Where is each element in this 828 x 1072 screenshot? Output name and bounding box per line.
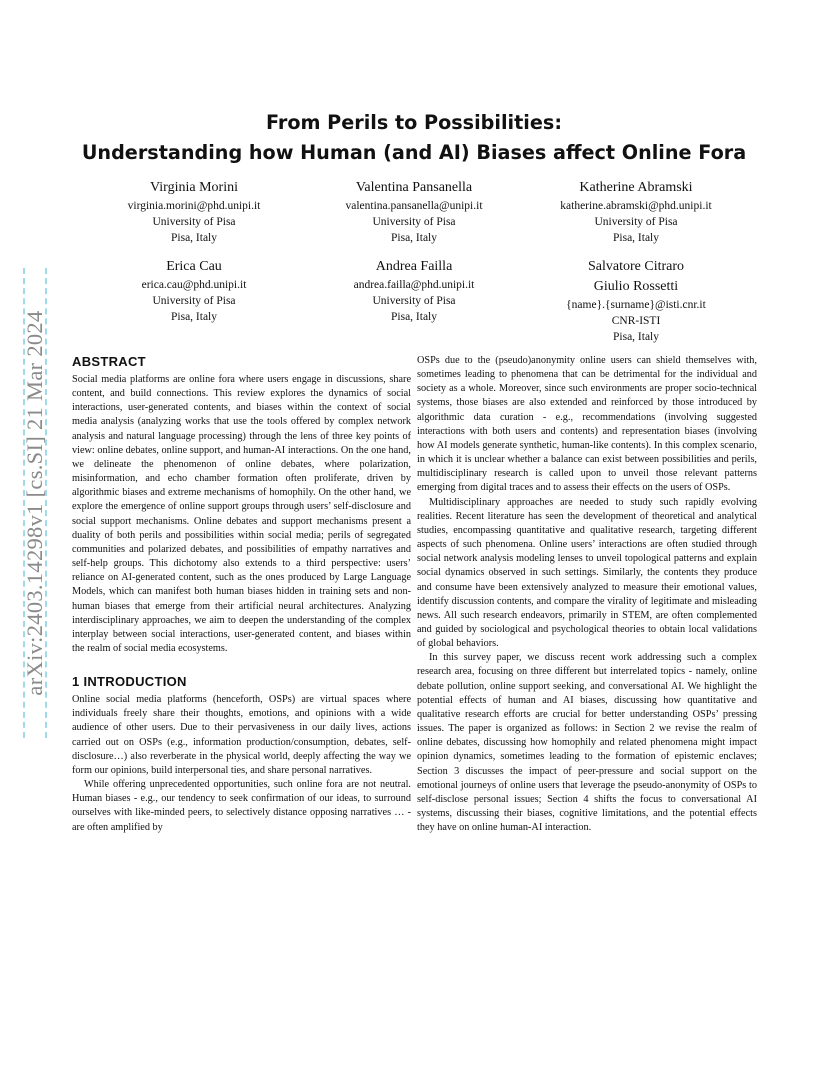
author-email: katherine.abramski@phd.unipi.it bbox=[560, 200, 712, 212]
abstract-heading: ABSTRACT bbox=[72, 354, 146, 369]
author-email: {name}.{surname}@isti.cnr.it bbox=[566, 299, 706, 311]
body-paragraph: In this survey paper, we discuss recent work addressing such a complex research area, focusing on three different but interrelated topics - namely, online debate pollution, online support seeking, and conversational AI. We highlight the potential effects of human and AI biases, discussing how quantitative and qualitative research efforts are crucial for better understanding OSPs’ pressing issues. The paper is organized as follows: in Section 2 we revise the realm of online debates, discussing how homophily and related phenomena might impact opinion dynamics, sometimes leading to the formation of epistemic enclaves; Section 3 discusses the impact of peer-pressure and social support on the emotional journeys of online users that leverage the pseudo-anonymity of OSPs to self-disclose personal issues; Section 4 shifts the focus to conversational AI systems, discussing their biases, cognitive limitations, and the potential effects they have on online human-AI interaction. bbox=[417, 652, 757, 834]
author-name: Virginia Morini bbox=[150, 180, 238, 195]
author-name: Valentina Pansanella bbox=[355, 180, 473, 195]
author-location: Pisa, Italy bbox=[391, 232, 437, 244]
abstract-text: Social media platforms are online fora where users engage in discussions, share content, and build connections. This review explores the dynamics of social interactions, user-generated contents, and biases within the context of social media analysis (analyzing works that use the tools offered by complex network analysis and natural language processing) through the lens of three key points of view: online debates, online support, and human-AI interactions. On the one hand, we delineate the phenomenon of online debates, where polarization, misinformation, and echo chamber formation often proliferate, driven by algorithmic biases and extreme mechanisms of homophily. On the other hand, we explore the emergence of online support groups through users’ self-disclosure and social support mechanisms. Online debates and support mechanisms present a duality of both perils and possibilities within social media; perils of segregated communities and polarized debates, and possibilities of empathy narratives and self-help groups. This dichotomy also extends to a third perspective: users’ reliance on AI-generated content, such as the ones produced by Large Language Models, which can manifest both human biases hidden in training sets and non-human biases that emerge from their artificial neural architectures. Analyzing interdisciplinary approaches, we aim to deepen the understanding of the complex interplay between social interactions, user-generated content, and biases within the realm of social media ecosystems. bbox=[72, 374, 411, 654]
author-location: Pisa, Italy bbox=[171, 232, 217, 244]
author-block bbox=[506, 257, 766, 345]
title-line-2: Understanding how Human (and AI) Biases affect Online Fora bbox=[81, 141, 747, 164]
author-affiliation: University of Pisa bbox=[152, 216, 236, 228]
author-block bbox=[506, 178, 766, 246]
arxiv-id: arXiv:2403.14298v1 [cs.SI] 21 Mar 2024 bbox=[22, 310, 47, 696]
author-email: erica.cau@phd.unipi.it bbox=[141, 279, 247, 291]
body-paragraph: While offering unprecedented opportunities, such online fora are not neutral. Human biases - e.g., our tendency to seek confirmation of our ideas, to surround ourselves with like-minded peers, to selectively distance opposing narratives … - are often amplified by bbox=[72, 779, 411, 833]
author-name: Salvatore Citraro bbox=[587, 259, 685, 274]
author-email: andrea.failla@phd.unipi.it bbox=[353, 279, 475, 291]
author-location: Pisa, Italy bbox=[171, 311, 217, 323]
author-affiliation: CNR-ISTI bbox=[611, 315, 661, 327]
author-name: Andrea Failla bbox=[375, 259, 453, 274]
author-block bbox=[284, 257, 544, 325]
author-location: Pisa, Italy bbox=[613, 331, 659, 343]
author-affiliation: University of Pisa bbox=[372, 216, 456, 228]
author-location: Pisa, Italy bbox=[391, 311, 437, 323]
author-location: Pisa, Italy bbox=[613, 232, 659, 244]
author-name: Katherine Abramski bbox=[579, 180, 693, 195]
paper-title bbox=[60, 108, 768, 168]
author-name: Erica Cau bbox=[166, 259, 222, 274]
right-column bbox=[417, 354, 757, 835]
body-paragraph: OSPs due to the (pseudo)anonymity online users can shield themselves with, sometimes leading to phenomena that can be detrimental for the individual and society as a whole. Moreover, since such environments are proper socio-technical systems, those biases are also extended and reinforced by those introduced by algorithmic data curation - e.g., recommendations (involving suggested interactions with both users and contents) and representation biases (involving how AI models generate synthetic, human-like contents). In this complex scenario, in which it is unclear whether a balance can exist between possibilities and perils, multidisciplinary research is called upon to unveil those relevant patterns emerging from digital traces and to assess their effects on the users of OSPs. bbox=[417, 355, 757, 494]
author-affiliation: University of Pisa bbox=[594, 216, 678, 228]
section-heading: 1 INTRODUCTION bbox=[72, 674, 187, 690]
title-line-1: From Perils to Possibilities: bbox=[265, 111, 562, 134]
author-block bbox=[284, 178, 544, 246]
body-paragraph: Multidisciplinary approaches are needed to study such rapidly evolving realities. Recent literature has seen the development of theoretical and analytical studies, encompassing quantitative and qualitative research, targeting different aspects of such phenomena. Online users’ interactions are often studied through social network analysis modeling lenses to unveil topological patterns and explain social dynamics observed in such settings. Similarly, the contents they produce and consume have been extensively analyzed to measure their emotional values, identify discussion contents, and compare the virality of legitimate and misleading news. All such research endeavors, primarily in STEM, are often complemented and guided by sociological and psychological theories to obtain local validations of global behaviors. bbox=[417, 496, 757, 650]
left-column bbox=[72, 354, 411, 835]
author-affiliation: University of Pisa bbox=[152, 295, 236, 307]
author-email: virginia.morini@phd.unipi.it bbox=[127, 200, 261, 212]
author-name: Giulio Rossetti bbox=[593, 279, 679, 294]
author-email: valentina.pansanella@unipi.it bbox=[345, 200, 483, 212]
arxiv-identifier-stamp bbox=[20, 268, 50, 738]
body-paragraph: Online social media platforms (henceforth, OSPs) are virtual spaces where individuals freely share their thoughts, emotions, and opinions with a wide audience of other users. Due to their pervasiveness in our daily lives, actions carried out on OSPs (e.g., information production/consumption, debates, self-disclosure…) also reverberate in the physical world, deeply affecting the way we form our opinions, build interpersonal ties, and share personal narratives. bbox=[72, 694, 411, 776]
author-affiliation: University of Pisa bbox=[372, 295, 456, 307]
